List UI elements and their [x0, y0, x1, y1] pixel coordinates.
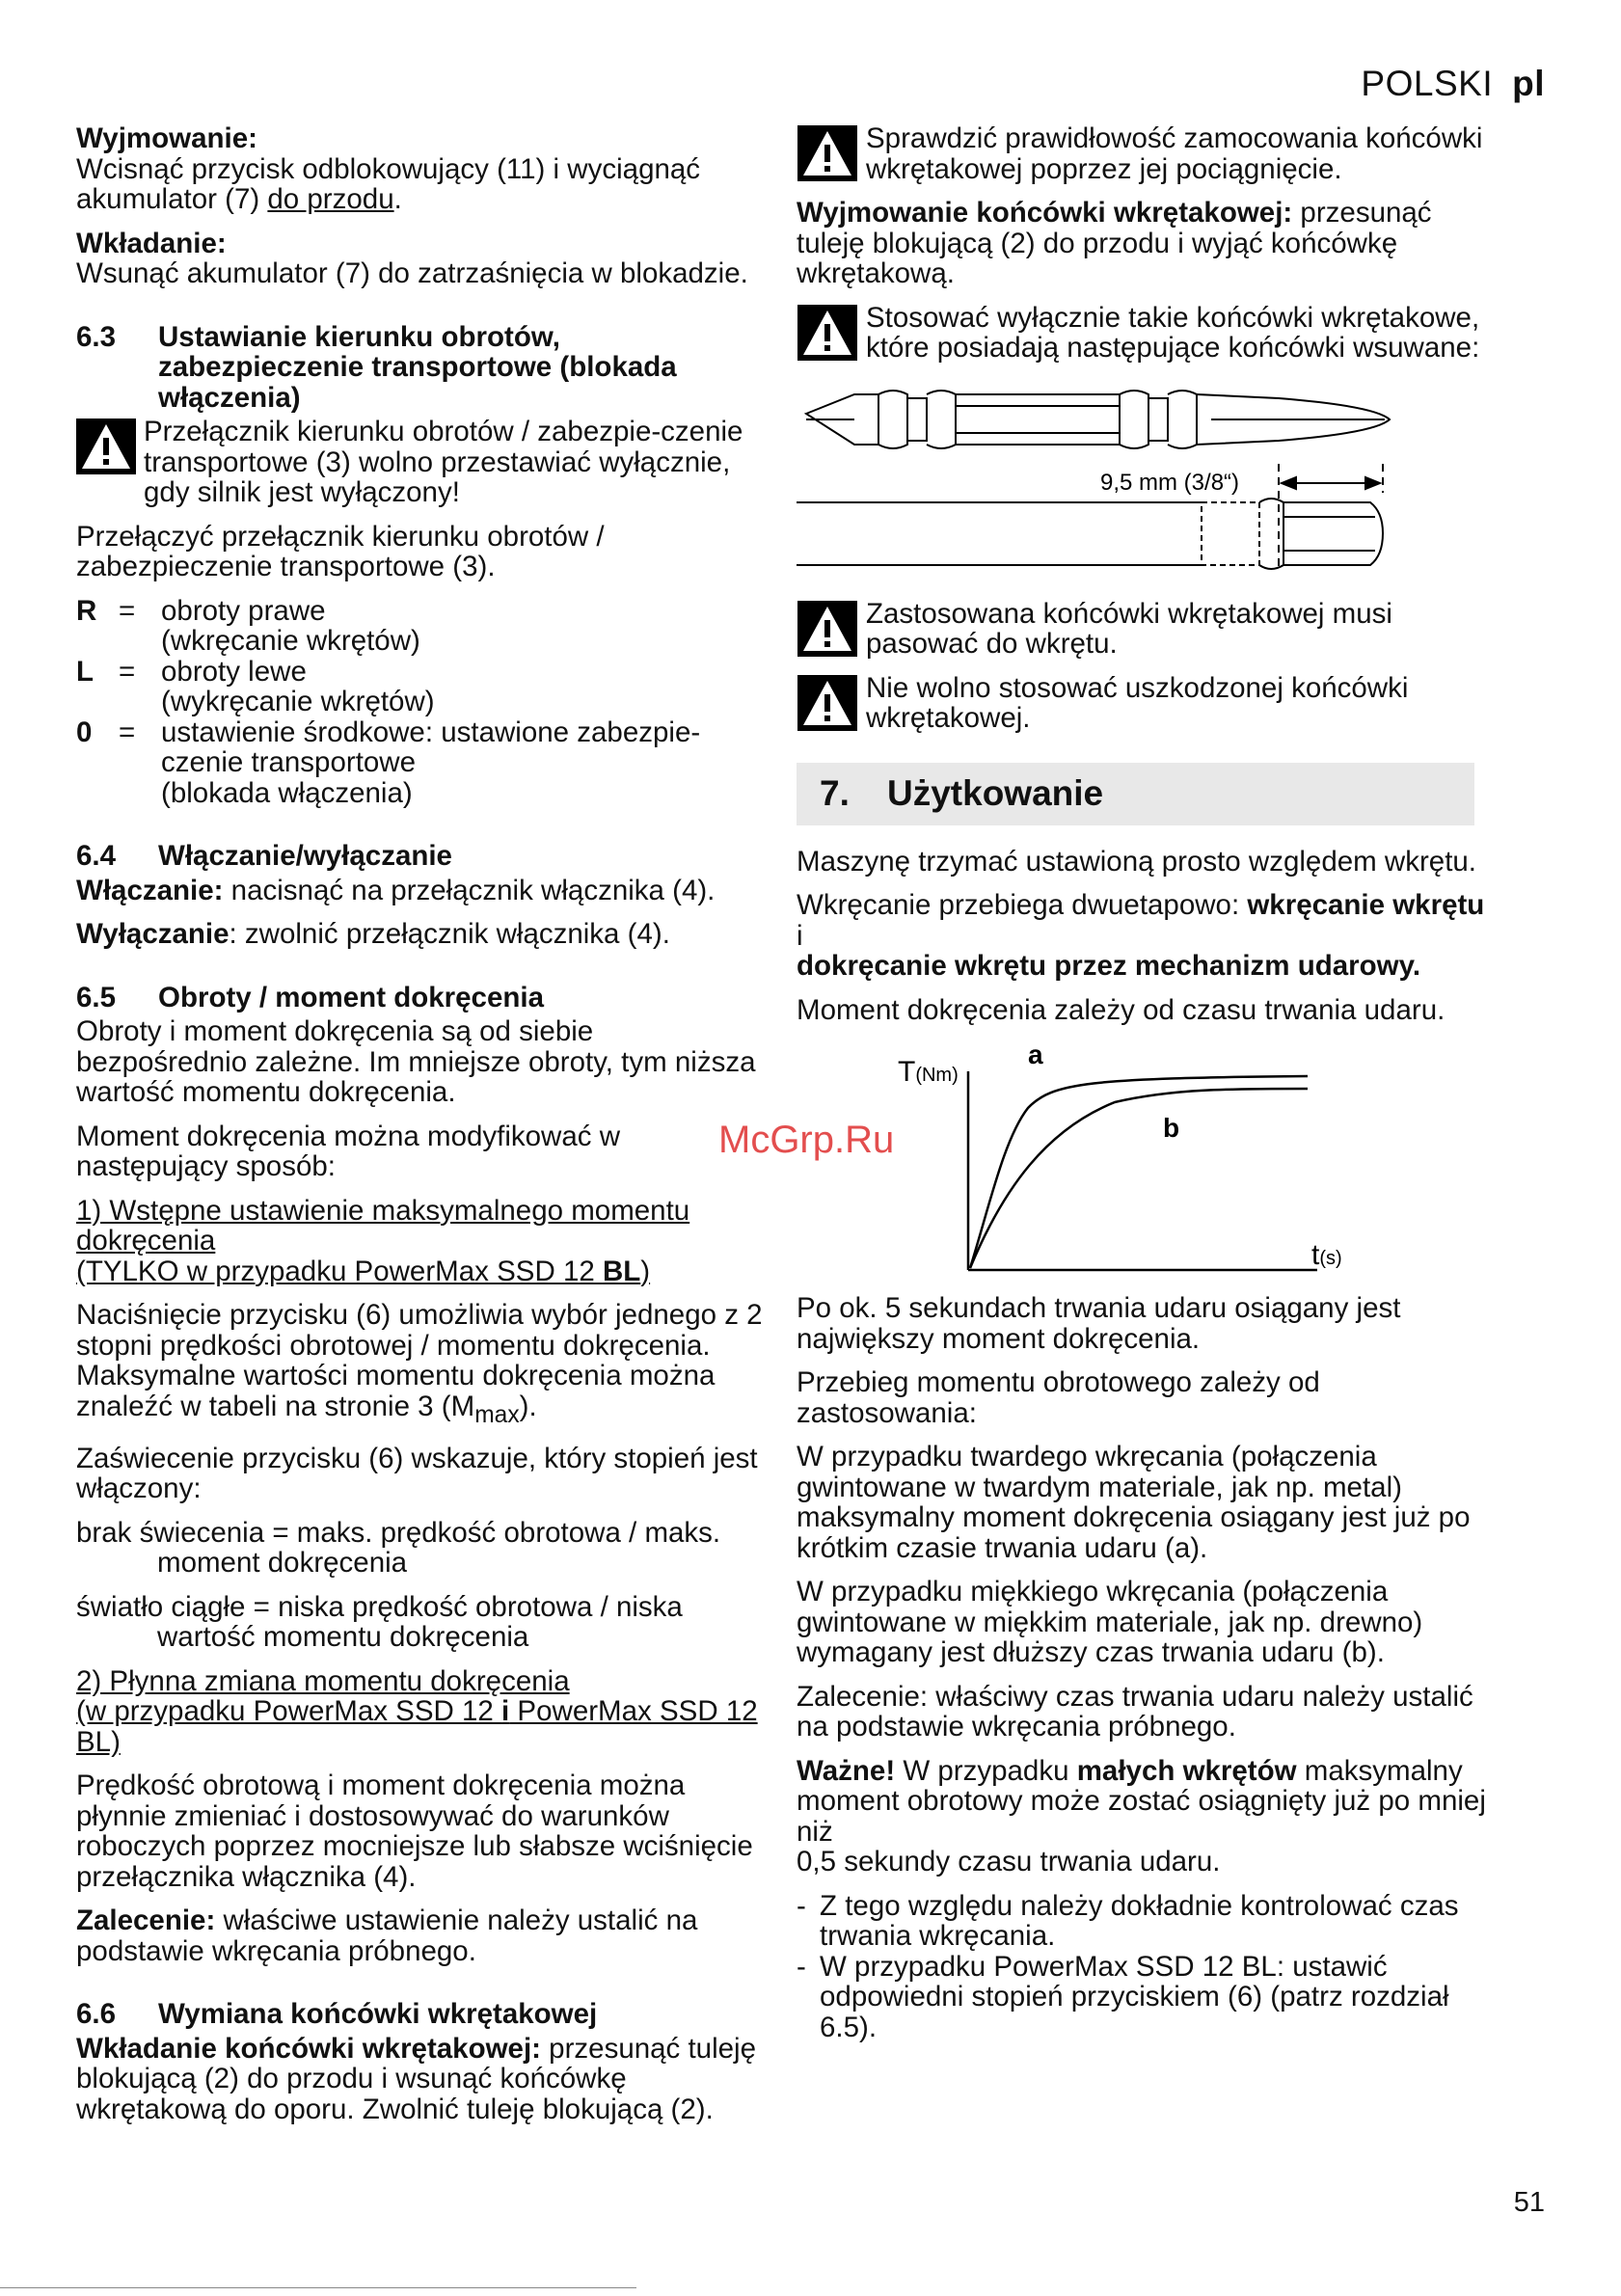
usage-p8: Zalecenie: właściwy czas trwania udaru należy ustalić na podstawie wkręcania próbnego.: [797, 1680, 1473, 1742]
usage-p3: Moment dokręcenia zależy od czasu trwania udaru.: [797, 993, 1445, 1026]
warning-triangle-icon: [797, 675, 858, 731]
curve-b-label: b: [1163, 1113, 1180, 1143]
bit-diagram: [797, 377, 1472, 599]
curve-b: [970, 1089, 1308, 1268]
insert-text: Wsunąć akumulator (7) do zatrzaśnięcia w blokadzie.: [76, 257, 748, 289]
usage-p2-line2: dokręcanie wkrętu przez mechanizm udarowy.: [797, 950, 1421, 982]
warning-triangle-icon: [76, 419, 136, 474]
warning-triangle-icon: [797, 601, 858, 657]
right-column: [797, 123, 1489, 2042]
insert-title: Wkładanie:: [76, 227, 227, 259]
usage-p6: W przypadku twardego wkręcania (połączenia gwintowane w twardym materiale, jak np. metal) maksymalny moment dokręcenia osiągany jest już po krótkim czasie trwania udaru (a).: [797, 1441, 1471, 1564]
y-axis-label: T(Nm): [898, 1056, 959, 1088]
usage-p1: Maszynę trzymać ustawioną prosto względem wkrętu.: [797, 845, 1476, 878]
section-6-5-heading: 6.5 Obroty / moment dokręcenia: [76, 981, 544, 1013]
x-axis-label: t(s): [1311, 1239, 1342, 1271]
removal-text: Wcisnąć przycisk odblokowujący (11) i wyciągnąć akumulator (7) do przodu.: [76, 152, 701, 215]
section-6-3-text: Przełączyć przełącznik kierunku obrotów / zabezpieczenie transportowe (3).: [76, 520, 605, 582]
usage-p5: Przebieg momentu obrotowego zależy od zastosowania:: [797, 1366, 1320, 1429]
warning-damaged-bit: Nie wolno stosować uszkodzonej końcówki wkrętakowej.: [797, 673, 1489, 734]
switch-off-text: Wyłączanie: zwolnić przełącznik włącznika (4).: [76, 918, 670, 950]
option-1-text: Naciśnięcie przycisku (6) umożliwia wybór jednego z 2 stopni prędkości obrotowej / momentu dokręcenia. Maksymalne wartości momentu dokręcenia można znaleźć w tabeli na stronie 3 $(M_{max})$.: [76, 1299, 763, 1428]
page-header: [1361, 64, 1545, 104]
torque-time-graph: [797, 1033, 1472, 1293]
option-1-heading: 1) Wstępne ustawienie maksymalnego momentu dokręcenia (TYLKO w przypadku PowerMax SSD 12 BL): [76, 1194, 690, 1287]
usage-p2: Wkręcanie przebiega dwuetapowo: wkręcanie wkrętu i: [797, 889, 1485, 952]
important-note: Ważne! W przypadku małych wkrętów maksymalny moment obrotowy może zostać osiągnięty już po mniej niż 0,5 sekundy czasu trwania udaru.: [797, 1754, 1486, 1877]
direction-list: R = obroty prawe (wkręcanie wkrętów) L = obroty lewe (wykręcanie wkrętów) 0 = ustawienie środkowe: ustawione zabezpie-czenie transportowe (blokada włączenia): [76, 594, 701, 809]
watermark: McGrp.Ru: [718, 1119, 895, 1161]
option-2-heading: 2) Płynna zmiana momentu dokręcenia (w przypadku PowerMax SSD 12 i PowerMax SSD 12 BL): [76, 1664, 758, 1758]
header-language-code: pl: [1512, 64, 1545, 103]
warning-triangle-icon: [797, 305, 858, 361]
warning-bit-fit: Zastosowana końcówki wkrętakowej musi pasować do wkrętu.: [797, 599, 1489, 660]
warning-bit-type: Stosować wyłącznie takie końcówki wkrętakowe, które posiadają następujące końcówki wsuwane:: [797, 303, 1489, 364]
recommendation-text: Zalecenie: właściwe ustawienie należy ustalić na podstawie wkręcania próbnego.: [76, 1904, 698, 1967]
curve-a: [970, 1076, 1308, 1268]
bit-dimension-label: 9,5 mm (3/8“): [1100, 469, 1240, 496]
left-column: [76, 123, 766, 2138]
section-6-6-heading: 6.6 Wymiana końcówki wkrętakowej: [76, 1998, 598, 2031]
warning-direction-switch: Przełącznik kierunku obrotów / zabezpie-czenie transportowe (3) wolno przestawiać wyłącznie, gdy silnik jest wyłączony!: [76, 417, 766, 508]
section-6-4-heading: 6.4 Włączanie/wyłączanie: [76, 840, 452, 872]
warning-triangle-icon: [797, 125, 858, 181]
curve-a-label: a: [1028, 1040, 1043, 1069]
section-6-5-p1: Obroty i moment dokręcenia są od siebie bezpośrednio zależne. Im mniejsze obroty, tym niższa wartość momentu dokręcenia.: [76, 1015, 756, 1108]
removal-title: Wyjmowanie:: [76, 122, 257, 154]
section-6-3-heading: 6.3 Ustawianie kierunku obrotów, zabezpieczenie transportowe (blokada włączenia): [76, 320, 677, 414]
bottom-divider: [0, 2287, 636, 2288]
usage-p7: W przypadku miękkiego wkręcania (połączenia gwintowane w miękkim materiale, jak np. drewno) wymagany jest dłuższy czas trwania udaru (b).: [797, 1576, 1423, 1668]
dash-item-2: - W przypadku PowerMax SSD 12 BL: ustawić odpowiedni stopień przyciskiem (6) (patrz rozdział 6.5).: [797, 1950, 1449, 2043]
option-2-text: Prędkość obrotową i moment dokręcenia można płynnie zmieniać i dostosowywać do warunków roboczych poprzez mocniejsze lub słabsze wciśnięcie przełącznika włącznika (4).: [76, 1769, 753, 1893]
warning-check-bit: Sprawdzić prawidłowość zamocowania końcówki wkrętakowej poprzez jej pociągnięcie.: [797, 123, 1489, 184]
usage-p4: Po ok. 5 sekundach trwania udaru osiągany jest największy moment dokręcenia.: [797, 1292, 1401, 1355]
insert-bit-text: Wkładanie końcówki wkrętakowej: przesunąć tuleję blokującą (2) do przodu i wsunąć końcówkę wkrętakową do oporu. Zwolnić tuleję blokującą (2).: [76, 2032, 757, 2125]
page-number: 51: [1513, 2187, 1545, 2218]
light-on-text: światło ciągłe = niska prędkość obrotowa / niska wartość momentu dokręcenia: [76, 1590, 683, 1654]
header-language: POLSKI: [1361, 64, 1494, 103]
dash-item-1: - Z tego względu należy dokładnie kontrolować czas trwania wkręcania.: [797, 1889, 1459, 1952]
section-6-5-p2: Moment dokręcenia można modyfikować w następujący sposób:: [76, 1120, 621, 1182]
section-7-heading: 7. Użytkowanie: [797, 763, 1474, 825]
light-text: Zaświecenie przycisku (6) wskazuje, który stopień jest włączony:: [76, 1442, 758, 1505]
light-off-text: brak świecenia = maks. prędkość obrotowa / maks. moment dokręcenia: [76, 1516, 721, 1580]
switch-on-text: Włączanie: nacisnąć na przełącznik włącznika (4).: [76, 874, 716, 906]
remove-bit-text: Wyjmowanie końcówki wkrętakowej: przesunąć tuleję blokującą (2) do przodu i wyjąć końcówkę wkrętakową.: [797, 197, 1432, 289]
